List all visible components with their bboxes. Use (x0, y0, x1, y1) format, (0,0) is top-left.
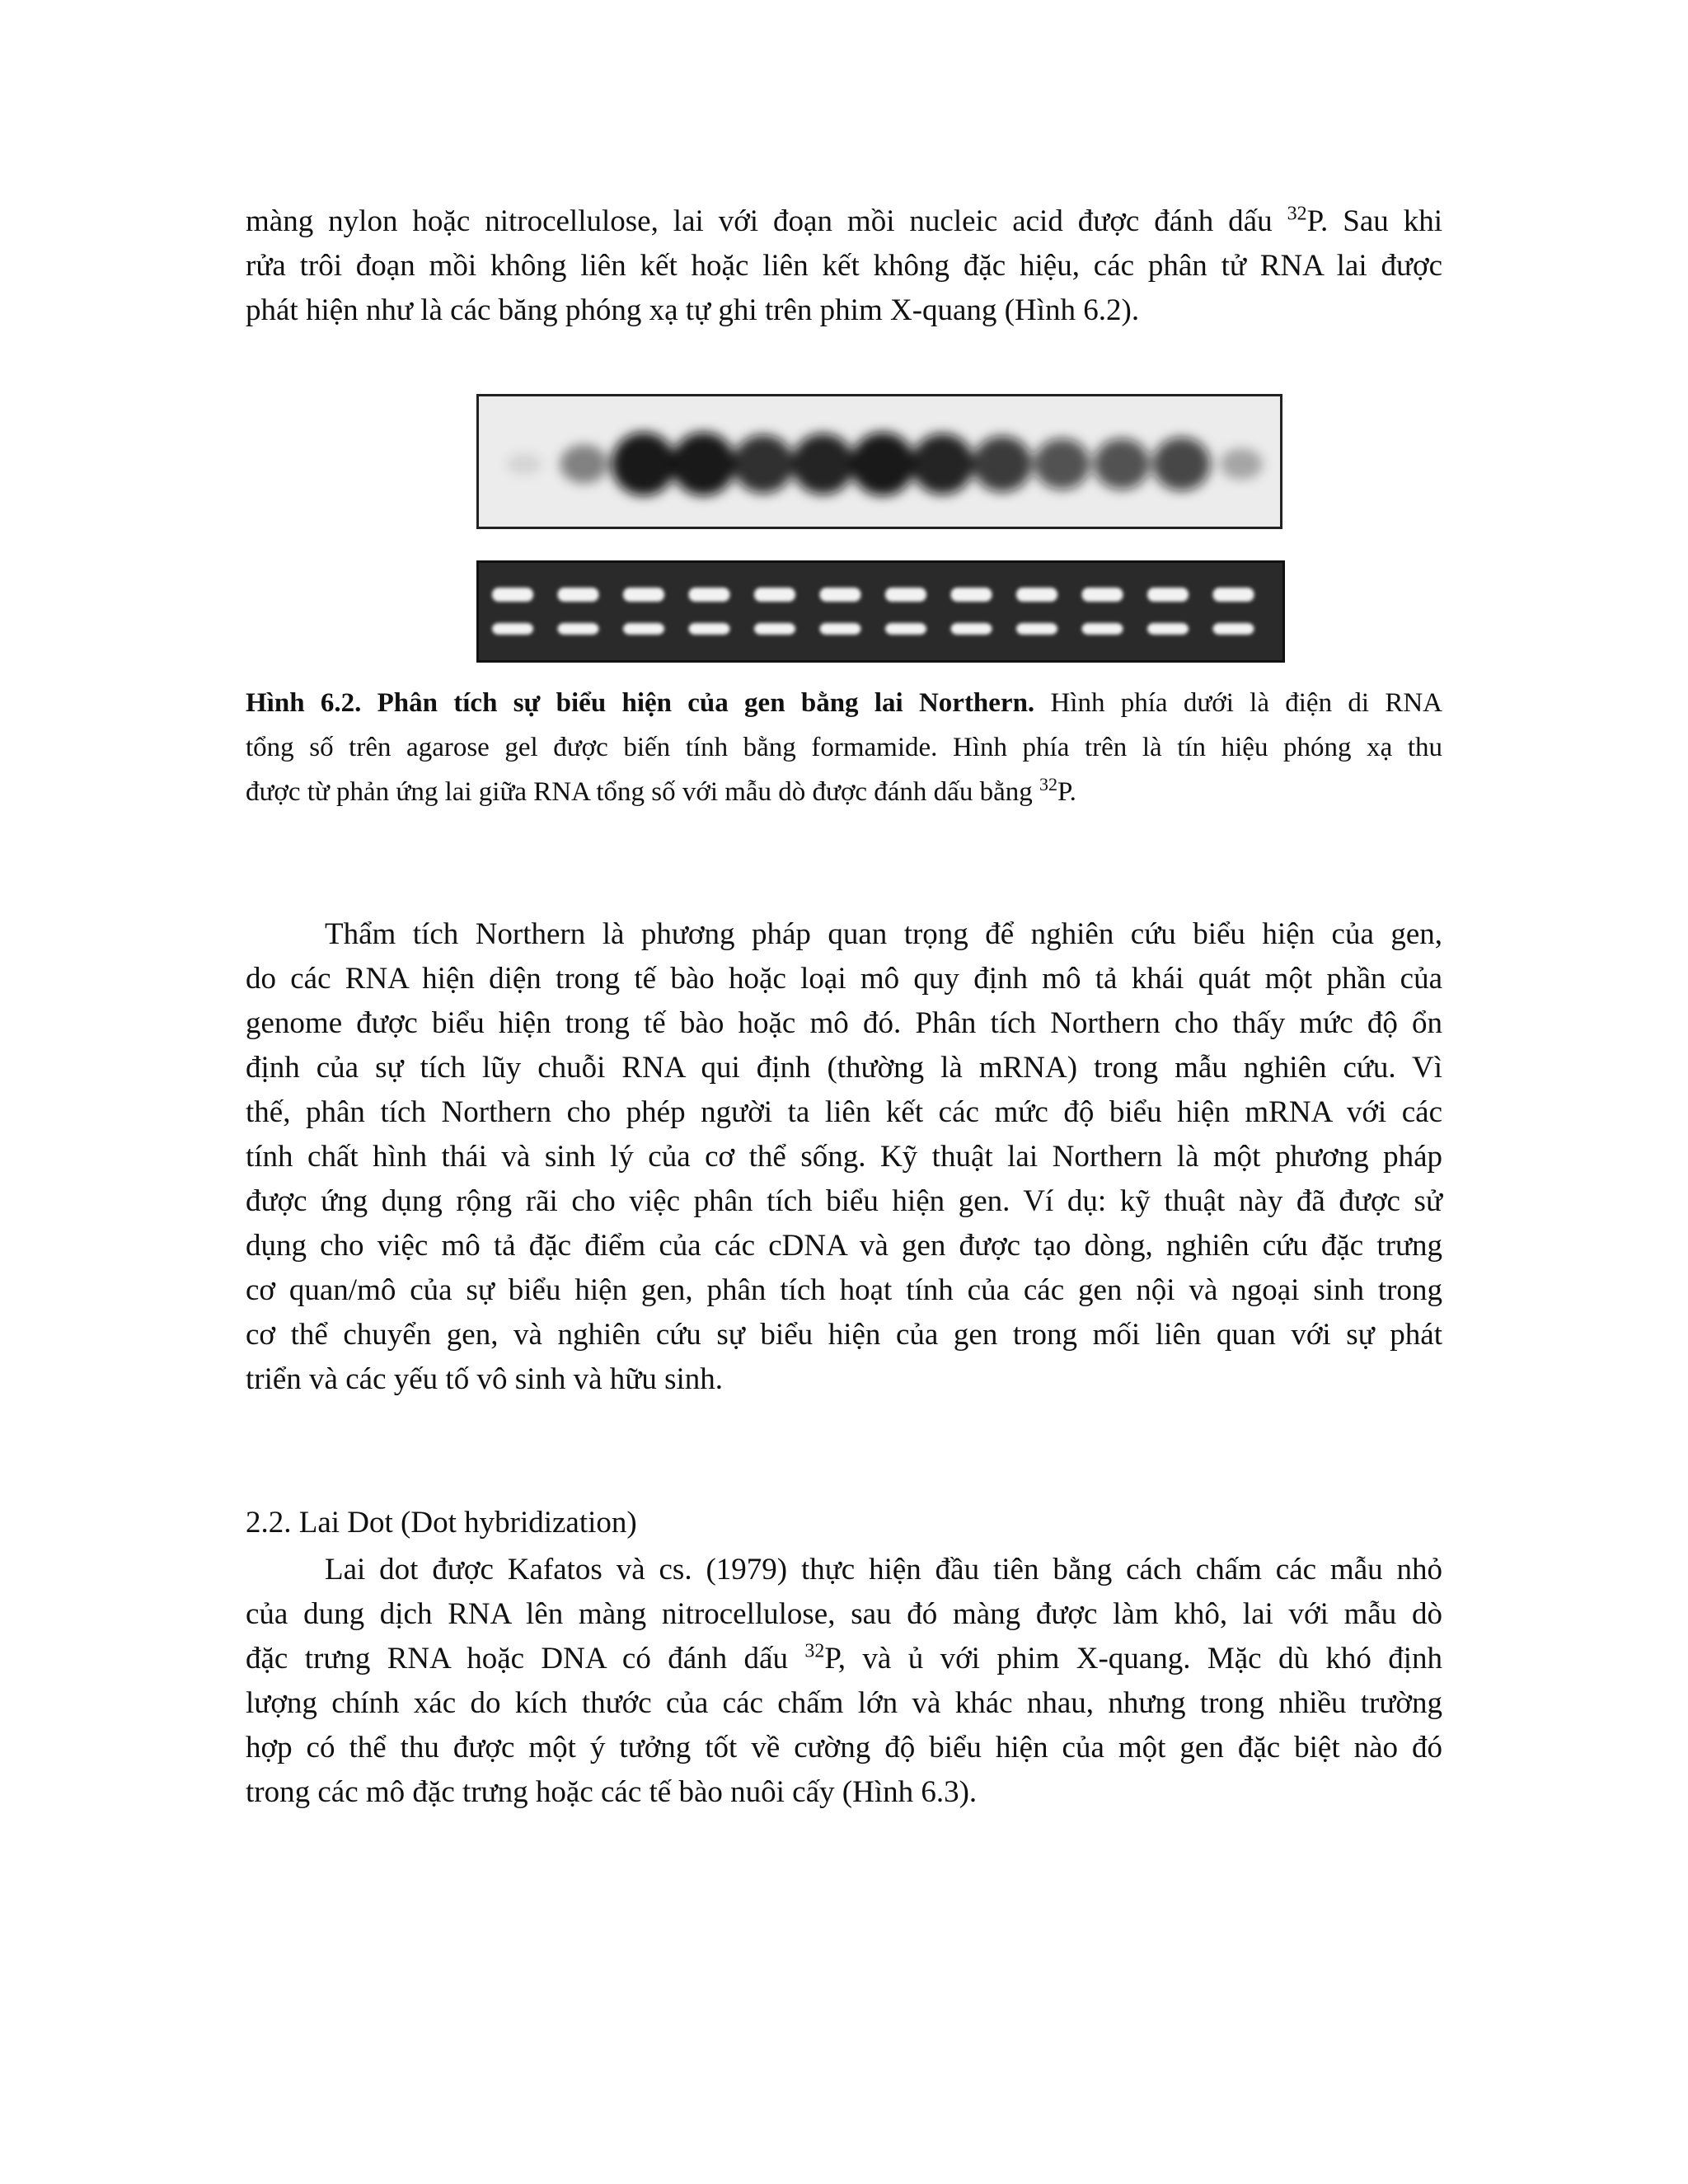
p2-line-2: do các RNA hiện diện trong tế bào hoặc loại mô quy định mô tả khái quát một phần của (246, 962, 1442, 996)
blot-band (733, 435, 794, 494)
blot-band (851, 433, 915, 496)
blot-band (973, 436, 1032, 492)
gel-band-18s (689, 623, 730, 635)
blot-band (1034, 438, 1090, 490)
gel-band-28s (1082, 588, 1123, 602)
p2-line-1: Thẩm tích Northern là phương pháp quan trọng để nghiên cứu biểu hiện của gen, (325, 917, 1442, 951)
gel-band-28s (1147, 588, 1189, 602)
gel-band-28s (623, 588, 664, 602)
blot-band (792, 434, 855, 494)
p2-line-10: cơ thể chuyển gen, và nghiên cứu sự biểu hiện của gen trong mối liên quan với sự phát (246, 1318, 1442, 1352)
dot-hybridization-paragraph (246, 1548, 1442, 1815)
gel-band-28s (885, 588, 926, 602)
gel-band-18s (1082, 623, 1123, 635)
blot-band (1094, 438, 1150, 490)
gel-band-28s (951, 588, 992, 602)
gel-band-18s (1213, 623, 1254, 635)
p3-line-6: trong các mô đặc trưng hoặc các tế bào nuôi cấy (Hình 6.3). (246, 1775, 978, 1809)
p2-line-7: được ứng dụng rộng rãi cho việc phân tích biểu hiện gen. Ví dụ: kỹ thuật này đã được sử (246, 1184, 1442, 1218)
northern-paragraph (246, 912, 1442, 1402)
p2-line-5: thế, phân tích Northern cho phép người ta liên kết các mức độ biểu hiện mRNA với các (246, 1095, 1442, 1129)
gel-band-18s (754, 623, 795, 635)
p2-line-9: cơ quan/mô của sự biểu hiện gen, phân tích hoạt tính của các gen nội và ngoại sinh trong (246, 1273, 1442, 1307)
section-heading: 2.2. Lai Dot (Dot hybridization) (246, 1506, 637, 1540)
gel-band-28s (754, 588, 795, 602)
northern-blot-image (476, 394, 1282, 529)
agarose-gel-image (476, 560, 1285, 663)
gel-band-18s (951, 623, 992, 635)
blot-band (1220, 448, 1263, 480)
p2-line-8: dụng cho việc mô tả đặc điểm của các cDNA và gen được tạo dòng, nghiên cứu đặc trưng (246, 1229, 1442, 1263)
figure-caption (246, 681, 1442, 814)
gel-band-28s (689, 588, 730, 602)
p2-line-4: định của sự tích lũy chuỗi RNA qui định (thường là mRNA) trong mẫu nghiên cứu. Vì (246, 1051, 1442, 1085)
intro-line-2: rửa trôi đoạn mồi không liên kết hoặc liên kết không đặc hiệu, các phân tử RNA lai được (246, 249, 1442, 283)
intro-line-1: màng nylon hoặc nitrocellulose, lai với đoạn mồi nucleic acid được đánh dấu $^{32}$P. Sau khi (246, 203, 1442, 238)
caption-line-1: Hình 6.2. Phân tích sự biểu hiện của gen bằng lai Northern. Hình phía dưới là điện di RNA (246, 688, 1442, 718)
gel-band-28s (820, 588, 861, 602)
gel-band-18s (820, 623, 861, 635)
gel-band-28s (1213, 588, 1254, 602)
p2-line-3: genome được biểu hiện trong tế bào hoặc mô đó. Phân tích Northern cho thấy mức độ ổn (246, 1006, 1442, 1040)
gel-band-28s (558, 588, 599, 602)
blot-band (560, 445, 608, 484)
p3-line-4: lượng chính xác do kích thước của các chấm lớn và khác nhau, nhưng trong nhiều trường (246, 1686, 1442, 1720)
blot-band (672, 433, 736, 496)
blot-band (1153, 438, 1211, 491)
gel-band-28s (1016, 588, 1057, 602)
caption-line-2: tổng số trên agarose gel được biến tính bằng formamide. Hình phía trên là tín hiệu phóng xạ thu (246, 733, 1442, 762)
gel-band-18s (492, 623, 533, 635)
p3-line-2: của dung dịch RNA lên màng nitrocellulose, sau đó màng được làm khô, lai với mẫu dò (246, 1597, 1442, 1631)
p2-line-11: triển và các yếu tố vô sinh và hữu sinh. (246, 1362, 724, 1396)
gel-band-28s (492, 588, 533, 602)
gel-band-18s (558, 623, 599, 635)
gel-band-18s (623, 623, 664, 635)
p3-line-1: Lai dot được Kafatos và cs. (1979) thực hiện đầu tiên bằng cách chấm các mẫu nhỏ (325, 1553, 1442, 1586)
blot-band (506, 453, 542, 475)
gel-band-18s (1147, 623, 1189, 635)
intro-line-3: phát hiện như là các băng phóng xạ tự ghi trên phim X-quang (Hình 6.2). (246, 293, 1140, 327)
blot-band (912, 434, 974, 494)
p3-line-5: hợp có thể thu được một ý tưởng tốt về cường độ biểu hiện của một gen đặc biệt nào đó (246, 1731, 1442, 1765)
p2-line-6: tính chất hình thái và sinh lý của cơ thể sống. Kỹ thuật lai Northern là một phương pháp (246, 1140, 1442, 1174)
intro-paragraph (246, 199, 1442, 333)
p3-line-3: đặc trưng RNA hoặc DNA có đánh dấu $^{32}$P, và ủ với phim X-quang. Mặc dù khó định (246, 1640, 1443, 1675)
caption-line-3: được từ phản ứng lai giữa RNA tổng số với mẫu dò được đánh dấu bằng $^{32}$P. (246, 774, 1076, 807)
agarose-gel-bands (479, 563, 1282, 660)
gel-band-18s (885, 623, 926, 635)
gel-band-18s (1016, 623, 1057, 635)
northern-blot-bands (479, 396, 1280, 527)
blot-band (612, 433, 676, 496)
